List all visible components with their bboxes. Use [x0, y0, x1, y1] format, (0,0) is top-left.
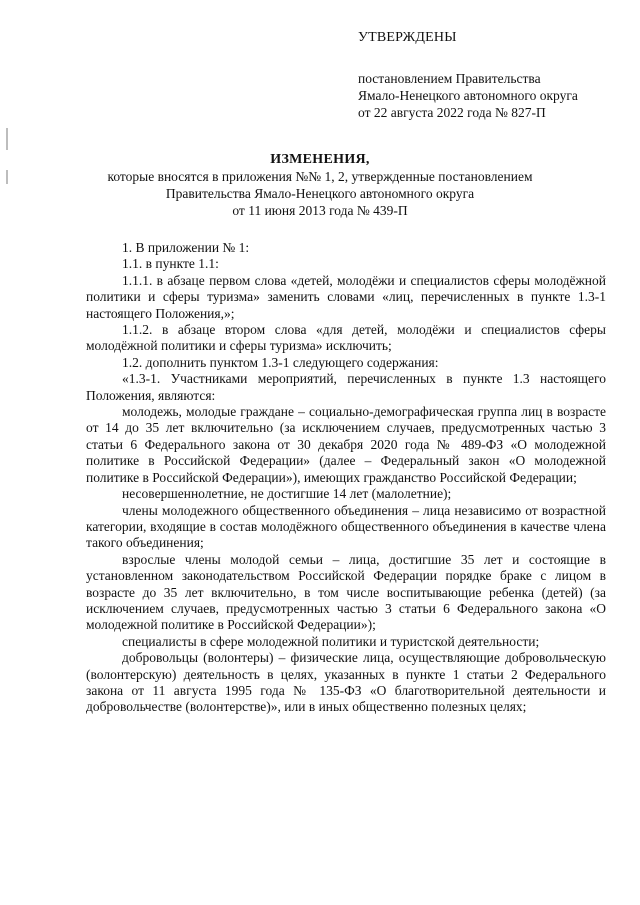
paragraph: 1.1. в пункте 1.1:: [122, 256, 219, 272]
paragraph: взрослые члены молодой семьи – лица, достигшие 35 лет и состоящие в установленном законодательством Российской Федерации порядке браке с лицом в возрасте до 35 лет включительно, в том числе воспитывающие ребенка (детей) (за исключением случаев, предусмотренных частью 3 статьи 6 Федерального закона «О молодежной политике в Российской Федерации»);: [86, 551, 606, 633]
paragraph: члены молодежного общественного объединения – лица независимо от возрастной категории, входящие в состав молодёжного общественного объединения в качестве члена такого объединения;: [86, 502, 606, 551]
paragraph: 1.2. дополнить пунктом 1.3-1 следующего содержания:: [122, 354, 439, 370]
approval-line: постановлением Правительства: [358, 71, 541, 86]
paragraph: «1.3-1. Участниками мероприятий, перечисленных в пункте 1.3 настоящего Положения, являются:: [86, 371, 606, 403]
scan-margin-mark: [6, 170, 8, 184]
paragraph: молодежь, молодые граждане – социально-демографическая группа лиц в возрасте от 14 до 35 лет включительно (за исключением случаев, предусмотренных частью 3 статьи 6 Федерального закона от 30 декабря 2020 года № 489-ФЗ «О молодежной политике в Российской Федерации» (далее – Федеральный закон «О молодежной политике в Российской Федерации»), имеющих гражданство Российской Федерации;: [86, 404, 606, 485]
approval-block: [358, 29, 618, 121]
paragraph: 1.1.2. в абзаце втором слова «для детей, молодёжи и специалистов сферы молодёжной политики и сферы туризма» исключить;: [86, 322, 606, 354]
document-heading: [60, 151, 580, 219]
paragraph: 1.1.1. в абзаце первом слова «детей, молодёжи и специалистов сферы молодёжной политики и сферы туризма» заменить словами «лиц, перечисленных в пункте 1.3-1 настоящего Положения,»;: [86, 272, 606, 321]
approval-line: от 22 августа 2022 года № 827-П: [358, 105, 546, 120]
scan-margin-mark: [6, 128, 8, 150]
approval-stamp-title: УТВЕРЖДЕНЫ: [358, 30, 457, 45]
approval-line: Ямало-Ненецкого автономного округа: [358, 88, 578, 103]
heading-line: Правительства Ямало-Ненецкого автономного округа: [165, 186, 475, 201]
paragraph: несовершеннолетние, не достигшие 14 лет (малолетние);: [122, 486, 452, 502]
paragraph: 1. В приложении № 1:: [122, 240, 250, 255]
document-body: [86, 240, 606, 716]
paragraph: специалисты в сфере молодежной политики и туристской деятельности;: [122, 633, 540, 649]
document-title: ИЗМЕНЕНИЯ,: [270, 152, 370, 167]
paragraph: добровольцы (волонтеры) – физические лица, осуществляющие добровольческую (волонтерскую) деятельность в целях, указанных в пункте 1 статьи 2 Федерального закона от 11 августа 1995 года № 135-ФЗ «О благотворительной деятельности и добровольчестве (волонтерстве)», или в иных общественно полезных целях;: [86, 650, 606, 715]
heading-line: которые вносятся в приложения №№ 1, 2, утвержденные постановлением: [107, 169, 533, 184]
heading-line: от 11 июня 2013 года № 439-П: [232, 203, 408, 218]
